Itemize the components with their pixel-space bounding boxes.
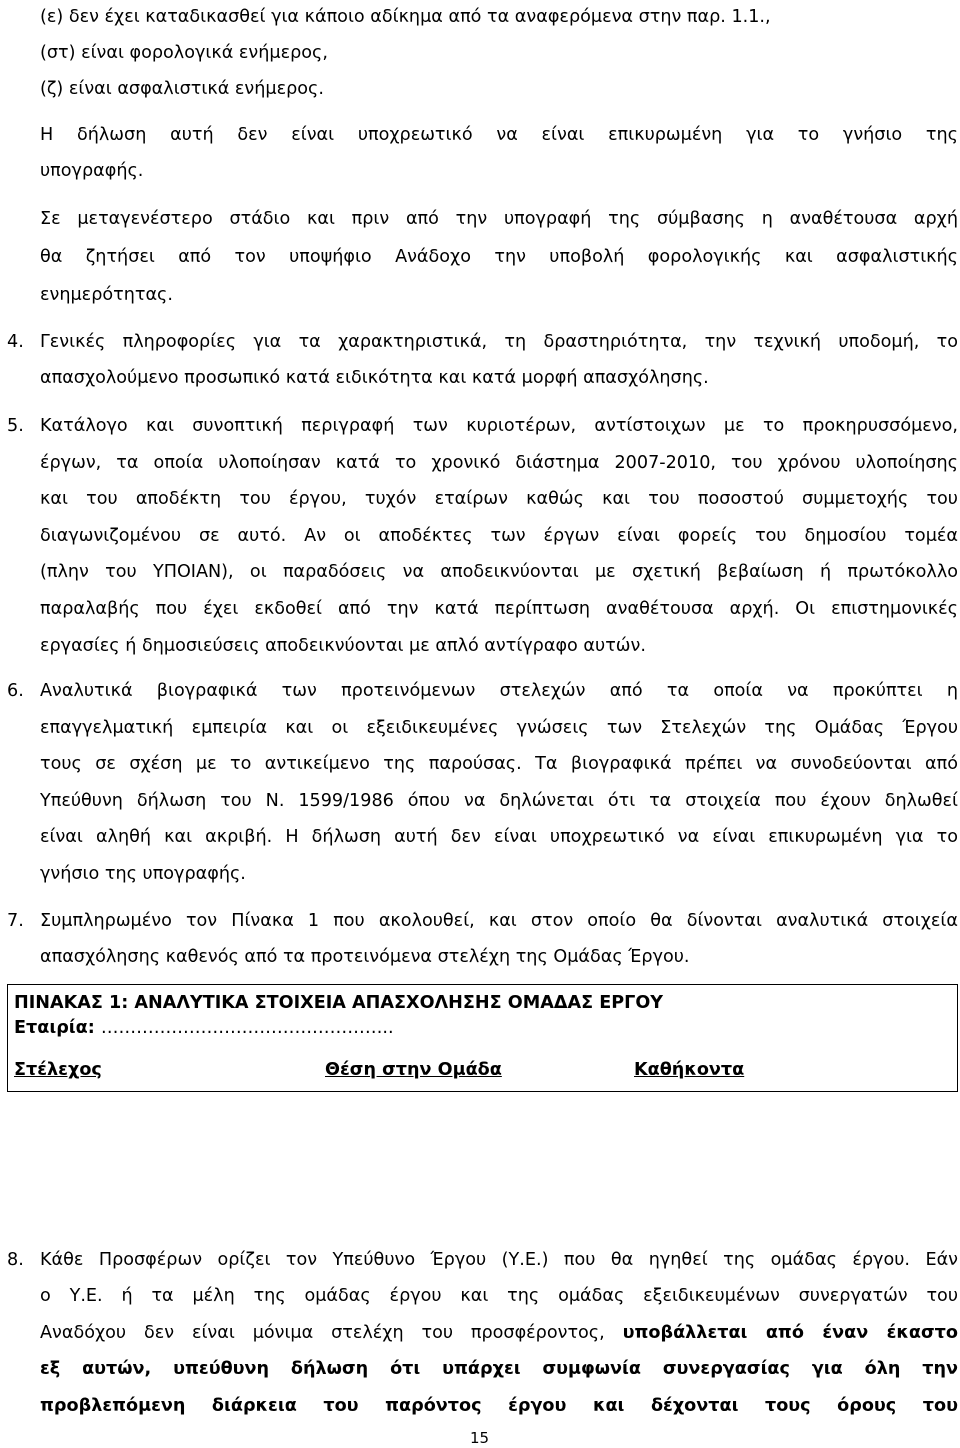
item6-line-2: επαγγελματική εμπειρία και οι εξειδικευμένες γνώσεις των Στελεχών της Ομάδας Έργου bbox=[40, 717, 958, 738]
page-number: 15 bbox=[470, 1429, 490, 1447]
company-value-placeholder: ………………………………………….. bbox=[100, 1018, 394, 1038]
company-label: Εταιρία: bbox=[14, 1018, 95, 1038]
table1-company-row bbox=[14, 1016, 394, 1040]
item8-line-3-bold: υποβάλλεται από έναν έκαστο bbox=[622, 1322, 958, 1343]
item8-line-4: εξ αυτών, υπεύθυνη δήλωση ότι υπάρχει συμφωνία συνεργασίας για όλη την bbox=[40, 1359, 958, 1380]
item8-line-1: Κάθε Προσφέρων ορίζει τον Υπεύθυνο Έργου (Υ.Ε.) που θα ηγηθεί της ομάδας έργου. Εάν bbox=[40, 1250, 958, 1270]
item5-number: 5. bbox=[7, 416, 24, 436]
column-header-role: Θέση στην Ομάδα bbox=[325, 1060, 502, 1080]
item-e: (ε) δεν έχει καταδικασθεί για κάποιο αδίκημα από τα αναφερόμενα στην παρ. 1.1., bbox=[40, 7, 771, 27]
item7-paragraph bbox=[40, 903, 958, 975]
item4-number: 4. bbox=[7, 332, 24, 352]
item5-line-2: έργων, τα οποία υλοποίησαν κατά το χρονικό διάστημα 2007-2010, του χρόνου υλοποίησης bbox=[40, 452, 958, 473]
item5-line-6: παραλαβής που έχει εκδοθεί από την κατά περίπτωση αναθέτουσα αρχή. Οι επιστημονικές bbox=[40, 598, 958, 619]
declaration-note-line-1: Η δήλωση αυτή δεν είναι υποχρεωτικό να είναι επικυρωμένη για το γνήσιο της bbox=[40, 125, 958, 145]
item6-line-3: τους σε σχέση με το αντικείμενο της παρούσας. Τα βιογραφικά πρέπει να συνοδεύονται από bbox=[40, 754, 958, 775]
column-header-duties: Καθήκοντα bbox=[634, 1060, 745, 1080]
item4-line-1: Γενικές πληροφορίες για τα χαρακτηριστικά, τη δραστηριότητα, την τεχνική υποδομή, το bbox=[40, 332, 958, 352]
item7-line-1: Συμπληρωμένο τον Πίνακα 1 που ακολουθεί, και στον οποίο θα δίνονται αναλυτικά στοιχεία bbox=[40, 911, 958, 931]
item5-paragraph bbox=[40, 408, 958, 664]
eligibility-items bbox=[40, 0, 958, 107]
later-stage-line-2: θα ζητήσει από τον υποψήφιο Ανάδοχο την υποβολή φορολογικής και ασφαλιστικής bbox=[40, 247, 958, 267]
item7-number: 7. bbox=[7, 911, 24, 931]
declaration-note-line-2: υπογραφής. bbox=[40, 161, 144, 181]
later-stage-line-3: ενημερότητας. bbox=[40, 285, 173, 305]
item-st: (στ) είναι φορολογικά ενήμερος, bbox=[40, 42, 328, 63]
column-header-member: Στέλεχος bbox=[14, 1060, 102, 1080]
item6-number: 6. bbox=[7, 681, 24, 701]
item5-line-7: εργασίες ή δημοσιεύσεις αποδεικνύονται με απλό αντίγραφο αυτών. bbox=[40, 635, 646, 656]
later-stage-paragraph bbox=[40, 200, 958, 314]
item8-paragraph bbox=[40, 1242, 958, 1424]
item5-line-3: και του αποδέκτη του έργου, τυχόν εταίρων καθώς και του ποσοστού συμμετοχής του bbox=[40, 489, 958, 510]
item4-line-2: απασχολούμενο προσωπικό κατά ειδικότητα και κατά μορφή απασχόλησης. bbox=[40, 368, 709, 388]
item6-paragraph bbox=[40, 673, 958, 893]
later-stage-line-1: Σε μεταγενέστερο στάδιο και πριν από την υπογραφή της σύμβασης η αναθέτουσα αρχή bbox=[40, 209, 958, 229]
item6-line-1: Αναλυτικά βιογραφικά των προτεινόμενων στελεχών από τα οποία να προκύπτει η bbox=[40, 681, 958, 701]
item5-line-5: (πλην του ΥΠΟΙΑΝ), οι παραδόσεις να αποδεικνύονται με σχετική βεβαίωση ή πρωτόκολλο bbox=[40, 562, 958, 583]
item5-line-1: Κατάλογο και συνοπτική περιγραφή των κυριοτέρων, αντίστοιχων με το προκηρυσσόμενο, bbox=[40, 416, 958, 436]
item8-number: 8. bbox=[7, 1250, 24, 1270]
item8-line-5: προβλεπόμενη διάρκεια του παρόντος έργου και δέχονται τους όρους του bbox=[40, 1395, 958, 1416]
item6-line-6: γνήσιο της υπογραφής. bbox=[40, 863, 246, 884]
item8-line-3-normal: Αναδόχου δεν είναι μόνιμα στελέχη του προσφέροντος, bbox=[40, 1322, 623, 1343]
item6-line-5: είναι αληθή και ακριβή. Η δήλωση αυτή δεν είναι υποχρεωτικό να είναι επικυρωμένη για το bbox=[40, 827, 958, 848]
item-z: (ζ) είναι ασφαλιστικά ενήμερος. bbox=[40, 78, 324, 99]
item7-line-2: απασχόλησης καθενός από τα προτεινόμενα στελέχη της Ομάδας Έργου. bbox=[40, 947, 690, 967]
declaration-note bbox=[40, 117, 958, 189]
table1-title: ΠΙΝΑΚΑΣ 1: ΑΝΑΛΥΤΙΚΑ ΣΤΟΙΧΕΙΑ ΑΠΑΣΧΟΛΗΣΗΣ ΟΜΑΔΑΣ ΕΡΓΟΥ bbox=[14, 993, 664, 1013]
item8-line-3 bbox=[40, 1315, 958, 1351]
item6-line-4: Υπεύθυνη δήλωση του Ν. 1599/1986 όπου να δηλώνεται ότι τα στοιχεία που έχουν δηλωθεί bbox=[40, 790, 958, 811]
item5-line-4: διαγωνιζομένου σε αυτό. Αν οι αποδέκτες των έργων είναι φορείς του δημοσίου τομέα bbox=[40, 525, 958, 546]
item4-paragraph bbox=[40, 324, 958, 396]
item8-line-2: ο Υ.Ε. ή τα μέλη της ομάδας έργου και της ομάδας εξειδικευμένων συνεργατών του bbox=[40, 1286, 958, 1307]
